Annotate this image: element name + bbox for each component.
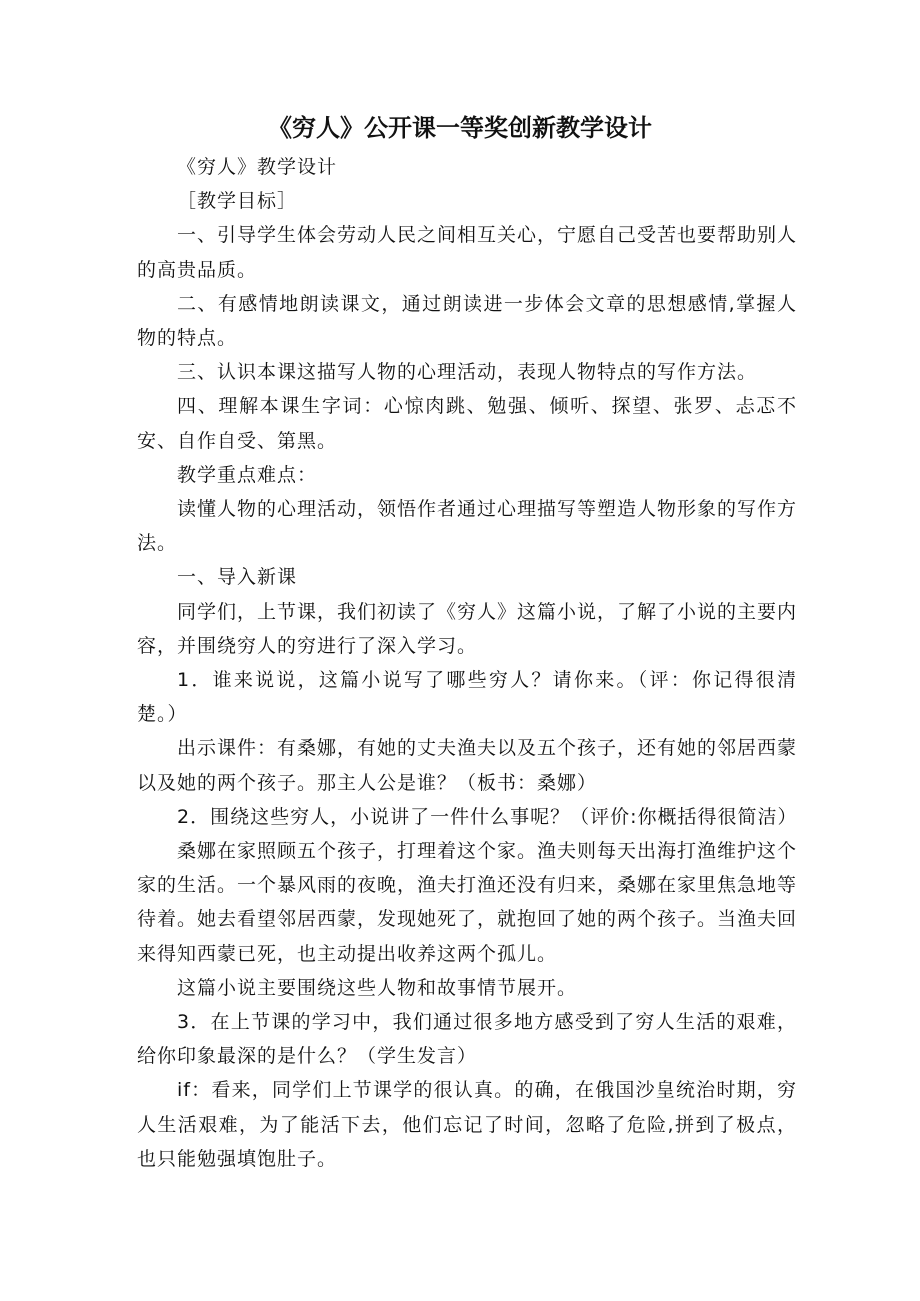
document-body — [137, 150, 797, 1176]
paragraph-story-note: 这篇小说主要围绕这些人物和故事情节展开。 — [177, 976, 578, 999]
paragraph-question-2: 2．围绕这些穷人，小说讲了一件什么事呢？（评价:你概括得很简洁） — [177, 805, 798, 828]
paragraph-objective-1: 一、引导学生体会劳动人民之间相互关心，宁愿自己受苦也要帮助别人的高贵品质。 — [137, 224, 798, 281]
paragraph-objective-2: 二、有感情地朗读课文，通过朗读进一步体会文章的思想感情,掌握人物的特点。 — [137, 292, 797, 350]
paragraph-question-3: 3．在上节课的学习中，我们通过很多地方感受到了穷人生活的艰难，给你印象最深的是什么？（学生发言） — [137, 1011, 797, 1068]
paragraph-courseware: 出示课件：有桑娜，有她的丈夫渔夫以及五个孩子，还有她的邻居西蒙以及她的两个孩子。那主人公是谁？（板书：桑娜） — [137, 737, 798, 794]
document-title: 《穷人》公开课一等奖创新教学设计 — [268, 114, 652, 142]
paragraph-objective-3: 三、认识本课这描写人物的心理活动，表现人物特点的写作方法。 — [177, 361, 758, 384]
paragraph-key-points: 读懂人物的心理活动，领悟作者通过心理描写等塑造人物形象的写作方法。 — [137, 498, 798, 555]
paragraph-subtitle: 《穷人》教学设计 — [177, 156, 338, 178]
paragraph-objectives-heading: ［教学目标］ — [177, 190, 298, 213]
paragraph-section-1-heading: 一、导入新课 — [177, 566, 298, 589]
paragraph-question-1: 1．谁来说说，这篇小说写了哪些穷人？请你来。（评：你记得很清楚。） — [137, 669, 797, 726]
paragraph-objective-4: 四、理解本课生字词：心惊肉跳、勉强、倾听、探望、张罗、忐忑不安、自作自受、第黑。 — [137, 395, 797, 452]
paragraph-story-summary: 桑娜在家照顾五个孩子，打理着这个家。渔夫则每天出海打渔维护这个家的生活。一个暴风雨的夜晚，渔夫打渔还没有归来，桑娜在家里焦急地等待着。她去看望邻居西蒙，发现她死了，就抱回了她的两个孩子。当渔夫回来得知西蒙已死，也主动提出收养这两个孤儿。 — [137, 840, 798, 965]
paragraph-teacher-remark: if：看来，同学们上节课学的很认真。的确，在俄国沙皇统治时期，穷人生活艰难，为了能活下去，他们忘记了时间，忽略了危险,拼到了极点，也只能勉强填饱肚子。 — [137, 1079, 797, 1170]
paragraph-intro: 同学们，上节课，我们初读了《穷人》这篇小说，了解了小说的主要内容，并围绕穷人的穷进行了深入学习。 — [137, 600, 798, 657]
paragraph-key-points-heading: 教学重点难点： — [177, 463, 318, 486]
